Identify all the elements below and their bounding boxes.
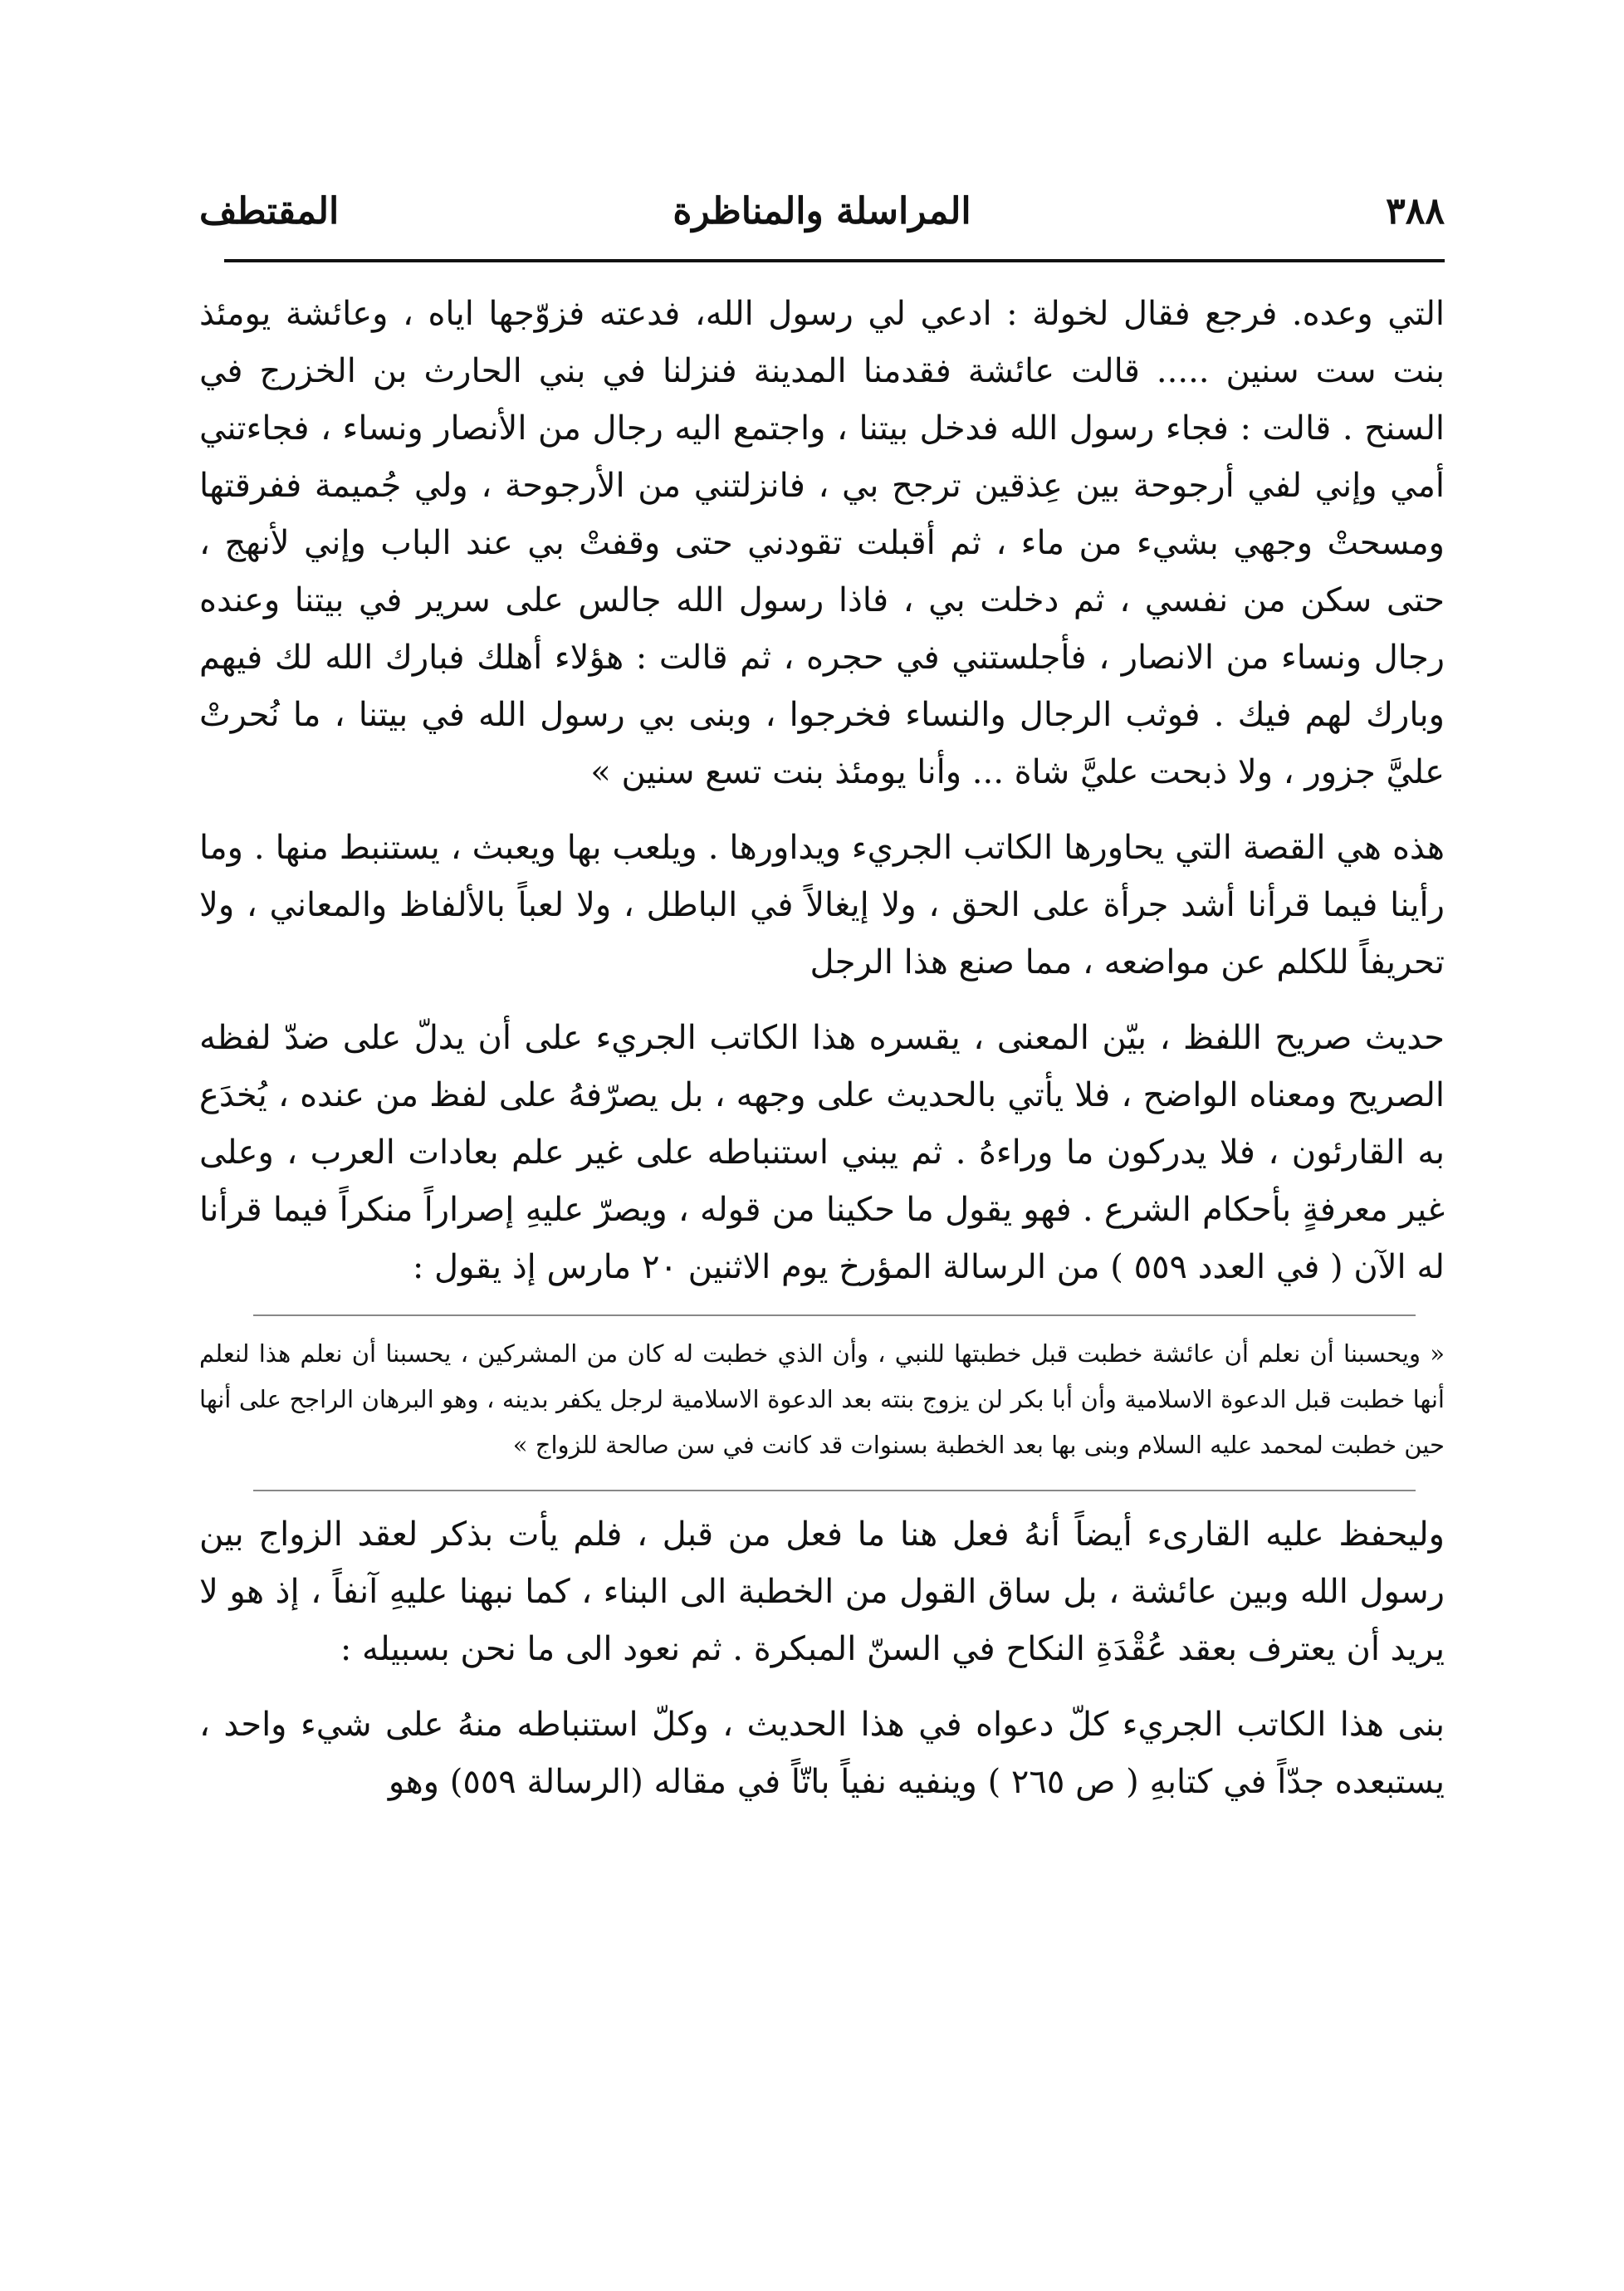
paragraph: التي وعده. فرجع فقال لخولة : ادعي لي رسول الله، فدعته فزوّجها اياه ، وعائشة يومئذ بنت ست سنين ..... قالت عائشة فقدمنا المدينة فنزلنا في بني الحارث بن الخزرج في السنح . قالت : فجاء رسول الله فدخل بيتنا ، واجتمع اليه رجال من الأنصار ونساء ، فجاءتني أمي وإني لفي أرجوحة بين عِذقين ترجح بي ، فانزلتني من الأرجوحة ، ولي جُميمة ففرقتها ومسحتْ وجهي بشيء من ماء ، ثم أقبلت تقودني حتى وقفتْ بي عند الباب وإني لأنهج ، حتى سكن من نفسي ، ثم دخلت بي ، فاذا رسول الله جالس على سرير في بيتنا وعنده رجال ونساء من الانصار ، فأجلستني في حجره ، ثم قالت : هؤلاء أهلك فبارك الله لك فيهم وبارك لهم فيك . فوثب الرجال والنساء فخرجوا ، وبنى بي رسول الله في بيتنا ، ما نُحرتْ عليَّ جزور ، ولا ذبحت عليَّ شاة ... وأنا يومئذ بنت تسع سنين » [199,295,1445,791]
book-page [199,183,1445,1829]
block-quote: « ويحسبنا أن نعلم أن عائشة خطبت قبل خطبتها للنبي ، وأن الذي خطبت له كان من المشركين ، يحسبنا أن نعلم هذا لنعلم أنها خطبت قبل الدعوة الاسلامية وأن أبا بكر لن يزوج بنته بعد الدعوة الاسلامية لرجل يكفر بدينه ، وهو البرهان الراجح على أنها حين خطبت لمحمد عليه السلام وبنى بها بعد الخطبة بسنوات قد كانت في سن صالحة للزواج » [199,1339,1445,1459]
paragraph: بنى هذا الكاتب الجريء كلّ دعواه في هذا الحديث ، وكلّ استنباطه منهُ على شيء واحد ، يستبعده جدّاً في كتابهِ ( ص ٢٦٥ ) وينفيه نفياً باتّاً في مقاله (الرسالة ٥٥٩) وهو [199,1706,1445,1801]
paragraph: وليحفظ عليه القارىء أيضاً أنهُ فعل هنا ما فعل من قبل ، فلم يأت بذكر لعقد الزواج بين رسول الله وبين عائشة ، بل ساق القول من الخطبة الى البناء ، كما نبهنا عليهِ آنفاً ، إذ هو لا يريد أن يعترف بعقد عُقْدَةِ النكاح في السنّ المبكرة . ثم نعود الى ما نحن بسبيله : [199,1515,1445,1668]
paragraph: هذه هي القصة التي يحاورها الكاتب الجريء ويداورها . ويلعب بها ويعبث ، يستنبط منها . وما رأينا فيما قرأنا أشد جرأة على الحق ، ولا إيغالاً في الباطل ، ولا لعباً بالألفاظ والمعاني ، ولا تحريفاً للكلم عن مواضعه ، مما صنع هذا الرجل [199,829,1445,982]
quote-bottom-rule [253,1490,1416,1491]
journal-name: المقتطف [199,190,340,233]
page-number: ٣٨٨ [1386,190,1445,233]
running-header [199,183,1445,241]
quote-top-rule [253,1314,1416,1316]
main-text [199,286,1445,1811]
header-rule [224,259,1445,262]
section-title: المراسلة والمناظرة [673,190,971,233]
paragraph: حديث صريح اللفظ ، بيّن المعنى ، يقسره هذا الكاتب الجريء على أن يدلّ على ضدّ لفظه الصريح ومعناه الواضح ، فلا يأتي بالحديث على وجهه ، بل يصرّفهُ على لفظ من عنده ، يُخدَع به القارئون ، فلا يدركون ما وراءهُ . ثم يبني استنباطه على غير علم بعادات العرب ، وعلى غير معرفةٍ بأحكام الشرع . فهو يقول ما حكينا من قوله ، ويصرّ عليهِ إصراراً منكراً فيما قرأنا له الآن ( في العدد ٥٥٩ ) من الرسالة المؤرخ يوم الاثنين ٢٠ مارس إذ يقول : [199,1019,1445,1286]
